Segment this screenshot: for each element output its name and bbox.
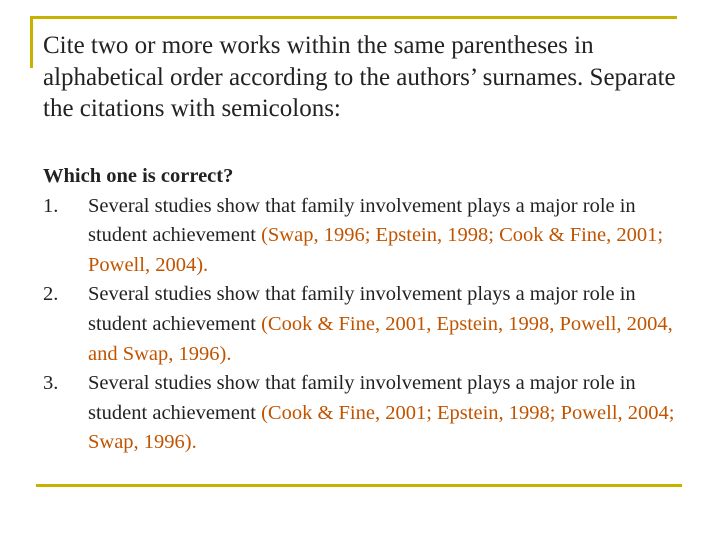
option-text [88, 192, 683, 281]
slide-content [43, 162, 683, 458]
option-sentence: Several studies show that family involvement plays a major role in student achievement [88, 283, 636, 335]
option-sentence: Several studies show that family involvement plays a major role in student achievement [88, 372, 636, 424]
option-1 [43, 192, 683, 281]
option-citation: (Swap, 1996; Epstein, 1998; Cook & Fine, 2001; Powell, 2004). [88, 224, 664, 276]
slide-title: Cite two or more works within the same parentheses in alphabetical order according to the authors’ surnames. Separate the citations with semicolons: [43, 32, 676, 122]
option-number: 3. [43, 372, 59, 395]
option-citation: (Cook & Fine, 2001; Epstein, 1998; Powell, 2004; Swap, 1996). [88, 401, 675, 454]
option-3 [43, 369, 683, 458]
option-sentence: Several studies show that family involvement plays a major role in student achievement [88, 194, 636, 247]
option-number: 2. [43, 283, 59, 306]
frame-left-line [30, 16, 33, 68]
option-number: 1. [43, 194, 59, 217]
option-text [88, 369, 683, 458]
option-2 [43, 280, 683, 369]
question-heading: Which one is correct? [43, 165, 234, 187]
option-text [88, 280, 683, 369]
frame-bottom-line [36, 484, 682, 487]
option-citation: (Cook & Fine, 2001, Epstein, 1998, Powell, 2004, and Swap, 1996). [88, 312, 673, 365]
frame-top-line [30, 16, 677, 19]
